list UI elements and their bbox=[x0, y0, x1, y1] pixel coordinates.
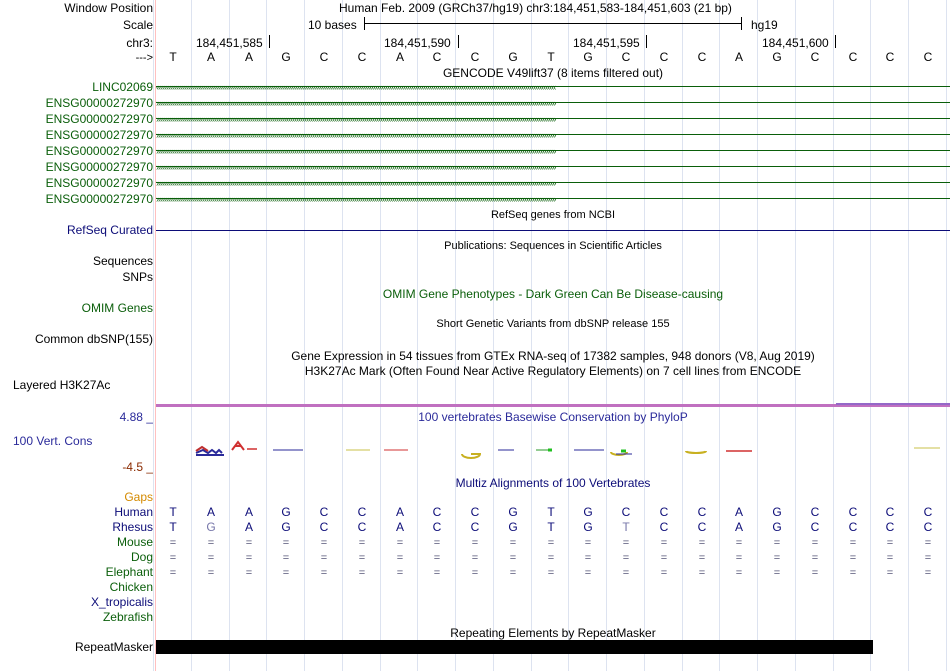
mouse-aligned-base: = bbox=[849, 537, 857, 549]
dog-aligned-base: = bbox=[584, 552, 592, 564]
human-aligned-base: C bbox=[357, 505, 367, 519]
repeatmasker-element[interactable] bbox=[156, 640, 873, 654]
species-label-xtropicalis: X_tropicalis bbox=[90, 595, 153, 609]
mouse-aligned-base: = bbox=[433, 537, 441, 549]
rhesus-aligned-base: A bbox=[734, 520, 743, 534]
rhesus-aligned-base: T bbox=[547, 520, 555, 534]
dog-aligned-base: = bbox=[698, 552, 706, 564]
coordinate-tick bbox=[269, 35, 270, 48]
sequence-base: G bbox=[772, 50, 782, 64]
elephant-aligned-base: = bbox=[622, 567, 630, 579]
sequence-base: C bbox=[319, 50, 329, 64]
rhesus-aligned-base: C bbox=[810, 520, 820, 534]
elephant-aligned-base: = bbox=[207, 567, 215, 579]
omim-track-label[interactable]: OMIM Genes bbox=[81, 301, 153, 315]
mouse-aligned-base: = bbox=[584, 537, 592, 549]
dog-aligned-base: = bbox=[509, 552, 517, 564]
dog-aligned-base: = bbox=[396, 552, 404, 564]
rhesus-aligned-base: C bbox=[432, 520, 442, 534]
elephant-aligned-base: = bbox=[396, 567, 404, 579]
scale-bar-right-tick bbox=[741, 17, 742, 30]
phylop-track-title: 100 vertebrates Basewise Conservation by PhyloP bbox=[418, 410, 688, 424]
gene-label-ensg[interactable]: ENSG00000272970 bbox=[45, 96, 153, 110]
human-aligned-base: C bbox=[697, 505, 707, 519]
rhesus-aligned-base: C bbox=[319, 520, 329, 534]
elephant-aligned-base: = bbox=[547, 567, 555, 579]
dog-aligned-base: = bbox=[433, 552, 441, 564]
forward-strand-arrows: ›››››››››››››››››››››››››››››››››››››››››››››››››››››››››››››››››››››››››››››››››››››››››››››››››››››››››››››››››››››››››››››››››››››››››››››››››››››››››››››››››››››››››››››››››››››››››››››››››››››››› bbox=[156, 162, 556, 172]
dog-aligned-base: = bbox=[547, 552, 555, 564]
human-aligned-base: C bbox=[432, 505, 442, 519]
human-aligned-base: C bbox=[470, 505, 480, 519]
sequence-base: C bbox=[885, 50, 895, 64]
rhesus-aligned-base: C bbox=[357, 520, 367, 534]
gene-label-ensg[interactable]: ENSG00000272970 bbox=[45, 176, 153, 190]
forward-strand-arrows: ›››››››››››››››››››››››››››››››››››››››››››››››››››››››››››››››››››››››››››››››››››››››››››››››››››››››››››››››››››››››››››››››››››››››››››››››››››››››››››››››››››››››››››››››››››››››››››››››››››››››› bbox=[156, 146, 556, 156]
sequences-track-label[interactable]: Sequences bbox=[92, 254, 153, 268]
refseq-track-title: RefSeq genes from NCBI bbox=[490, 209, 616, 221]
human-aligned-base: A bbox=[395, 505, 404, 519]
sequence-base: A bbox=[734, 50, 743, 64]
human-aligned-base: A bbox=[244, 505, 253, 519]
human-aligned-base: C bbox=[319, 505, 329, 519]
human-aligned-base: A bbox=[734, 505, 743, 519]
rhesus-aligned-base: C bbox=[659, 520, 669, 534]
mouse-aligned-base: = bbox=[886, 537, 894, 549]
human-aligned-base: T bbox=[547, 505, 555, 519]
sequence-base: A bbox=[244, 50, 253, 64]
rhesus-aligned-base: A bbox=[395, 520, 404, 534]
rhesus-aligned-base: G bbox=[508, 520, 518, 534]
elephant-aligned-base: = bbox=[849, 567, 857, 579]
elephant-aligned-base: = bbox=[886, 567, 894, 579]
forward-strand-arrows: ›››››››››››››››››››››››››››››››››››››››››››››››››››››››››››››››››››››››››››››››››››››››››››››››››››››››››››››››››››››››››››››››››››››››››››››››››››››››››››››››››››››››››››››››››››››››››››››››››››››››› bbox=[156, 178, 556, 188]
human-aligned-base: C bbox=[810, 505, 820, 519]
refseq-track-label[interactable]: RefSeq Curated bbox=[66, 223, 153, 237]
elephant-aligned-base: = bbox=[584, 567, 592, 579]
elephant-aligned-base: = bbox=[773, 567, 781, 579]
track-label-column bbox=[0, 0, 155, 671]
human-aligned-base: G bbox=[772, 505, 782, 519]
window-position-label: Window Position bbox=[64, 1, 153, 15]
sequence-base: T bbox=[169, 50, 177, 64]
gtex-track-title: Gene Expression in 54 tissues from GTEx RNA-seq of 17382 samples, 948 donors (V8, Aug 2019) bbox=[291, 349, 815, 363]
forward-strand-arrows: ›››››››››››››››››››››››››››››››››››››››››››››››››››››››››››››››››››››››››››››››››››››››››››››››››››››››››››››››››››››››››››››››››››››››››››››››››››››››››››››››››››››››››››››››››››››››››››››››››››››››› bbox=[156, 98, 556, 108]
forward-strand-arrows: ›››››››››››››››››››››››››››››››››››››››››››››››››››››››››››››››››››››››››››››››››››››››››››››››››››››››››››››››››››››››››››››››››››››››››››››››››››››››››››››››››››››››››››››››››››››››››››››››››››››››› bbox=[156, 130, 556, 140]
mouse-aligned-base: = bbox=[735, 537, 743, 549]
mouse-aligned-base: = bbox=[773, 537, 781, 549]
human-aligned-base: C bbox=[848, 505, 858, 519]
mouse-aligned-base: = bbox=[622, 537, 630, 549]
chromosome-label: chr3: bbox=[126, 36, 153, 50]
human-aligned-base: G bbox=[508, 505, 518, 519]
human-aligned-base: A bbox=[206, 505, 215, 519]
human-aligned-base: C bbox=[659, 505, 669, 519]
dog-aligned-base: = bbox=[773, 552, 781, 564]
sequence-base: C bbox=[357, 50, 367, 64]
h3k27ac-signal-peak bbox=[836, 403, 950, 405]
dog-aligned-base: = bbox=[811, 552, 819, 564]
dog-aligned-base: = bbox=[169, 552, 177, 564]
snps-track-label[interactable]: SNPs bbox=[122, 270, 153, 284]
elephant-aligned-base: = bbox=[320, 567, 328, 579]
elephant-aligned-base: = bbox=[735, 567, 743, 579]
scale-bar bbox=[364, 23, 742, 24]
mouse-aligned-base: = bbox=[245, 537, 253, 549]
h3k27ac-signal-bar[interactable] bbox=[156, 404, 950, 407]
dog-aligned-base: = bbox=[320, 552, 328, 564]
rhesus-aligned-base: G bbox=[772, 520, 782, 534]
scale-bar-label: 10 bases bbox=[308, 18, 357, 32]
rhesus-aligned-base: G bbox=[583, 520, 593, 534]
sequence-base: C bbox=[432, 50, 442, 64]
dog-aligned-base: = bbox=[207, 552, 215, 564]
species-label-elephant: Elephant bbox=[105, 565, 153, 579]
gene-label-ensg[interactable]: ENSG00000272970 bbox=[45, 112, 153, 126]
rhesus-aligned-base: C bbox=[923, 520, 933, 534]
publications-track-title: Publications: Sequences in Scientific Articles bbox=[444, 240, 662, 252]
sequence-base: G bbox=[508, 50, 518, 64]
dog-aligned-base: = bbox=[924, 552, 932, 564]
mouse-aligned-base: = bbox=[509, 537, 517, 549]
sequence-base: C bbox=[621, 50, 631, 64]
sequence-base: A bbox=[395, 50, 404, 64]
sequence-base: C bbox=[923, 50, 933, 64]
coordinate-tick bbox=[646, 35, 647, 48]
elephant-aligned-base: = bbox=[471, 567, 479, 579]
human-aligned-base: C bbox=[885, 505, 895, 519]
human-aligned-base: G bbox=[281, 505, 291, 519]
human-aligned-base: G bbox=[583, 505, 593, 519]
reverse-strand-arrows: ‹‹‹‹‹‹‹‹‹‹‹‹‹‹‹‹‹‹‹‹‹‹‹‹‹‹‹‹‹‹‹‹‹‹‹‹‹‹‹‹‹‹‹‹‹‹‹‹‹‹‹‹‹‹‹‹‹‹‹‹‹‹‹‹‹‹‹‹‹‹‹‹‹‹‹‹‹‹‹‹‹‹‹‹‹‹‹‹‹‹‹‹‹‹‹‹‹‹‹‹‹‹‹‹‹‹‹‹‹‹‹‹‹‹‹‹‹‹‹‹‹‹‹‹‹‹‹‹‹‹‹‹‹‹‹‹‹‹‹‹‹‹‹‹‹‹‹‹‹‹‹‹‹‹‹‹‹‹‹‹‹‹‹‹‹‹‹‹‹‹‹‹‹‹‹‹‹‹‹‹‹‹‹‹‹‹‹‹‹‹‹‹‹‹‹‹‹‹‹‹ bbox=[156, 82, 556, 92]
base-gridline bbox=[153, 0, 154, 671]
strand-label: ---> bbox=[135, 52, 153, 64]
assembly-position-text: Human Feb. 2009 (GRCh37/hg19) chr3:184,451,583-184,451,603 (21 bp) bbox=[339, 1, 732, 15]
rhesus-aligned-base: A bbox=[244, 520, 253, 534]
coordinate-tick bbox=[835, 35, 836, 48]
sequence-base: C bbox=[810, 50, 820, 64]
human-aligned-base: C bbox=[621, 505, 631, 519]
elephant-aligned-base: = bbox=[245, 567, 253, 579]
mouse-aligned-base: = bbox=[811, 537, 819, 549]
mouse-aligned-base: = bbox=[471, 537, 479, 549]
omim-track-title: OMIM Gene Phenotypes - Dark Green Can Be Disease-causing bbox=[382, 287, 724, 301]
rhesus-aligned-base: C bbox=[470, 520, 480, 534]
rhesus-aligned-base: C bbox=[885, 520, 895, 534]
sequence-base: C bbox=[697, 50, 707, 64]
species-label-rhesus: Rhesus bbox=[112, 520, 153, 534]
species-label-human: Human bbox=[114, 505, 153, 519]
rhesus-aligned-base: C bbox=[697, 520, 707, 534]
coordinate-label: 184,451,595 bbox=[573, 36, 640, 50]
rhesus-aligned-base: G bbox=[206, 520, 216, 534]
dog-aligned-base: = bbox=[622, 552, 630, 564]
gene-label-ensg[interactable]: ENSG00000272970 bbox=[45, 128, 153, 142]
mouse-aligned-base: = bbox=[320, 537, 328, 549]
species-label-chicken: Chicken bbox=[109, 580, 153, 594]
sequence-base: A bbox=[206, 50, 215, 64]
sequence-base: G bbox=[281, 50, 291, 64]
human-aligned-base: C bbox=[923, 505, 933, 519]
dog-aligned-base: = bbox=[282, 552, 290, 564]
conservation-max-label: 4.88 _ bbox=[119, 410, 153, 424]
rhesus-aligned-base: C bbox=[848, 520, 858, 534]
dog-aligned-base: = bbox=[471, 552, 479, 564]
mouse-aligned-base: = bbox=[282, 537, 290, 549]
rhesus-aligned-base: T bbox=[622, 520, 630, 534]
dog-aligned-base: = bbox=[735, 552, 743, 564]
coordinate-label: 184,451,585 bbox=[196, 36, 263, 50]
mouse-aligned-base: = bbox=[698, 537, 706, 549]
conservation-track-label[interactable]: 100 Vert. Cons bbox=[13, 434, 93, 448]
rhesus-aligned-base: G bbox=[281, 520, 291, 534]
dog-aligned-base: = bbox=[849, 552, 857, 564]
mouse-aligned-base: = bbox=[660, 537, 668, 549]
sequence-base: T bbox=[547, 50, 555, 64]
elephant-aligned-base: = bbox=[433, 567, 441, 579]
dog-aligned-base: = bbox=[886, 552, 894, 564]
forward-strand-arrows: ›››››››››››››››››››››››››››››››››››››››››››››››››››››››››››››››››››››››››››››››››››››››››››››››››››››››››››››››››››››››››››››››››››››››››››››››››››››››››››››››››››››››››››››››››››››››››››››››››››››››› bbox=[156, 114, 556, 124]
multiz-track-title: Multiz Alignments of 100 Vertebrates bbox=[455, 476, 651, 490]
sequence-base: C bbox=[848, 50, 858, 64]
sequence-base: C bbox=[659, 50, 669, 64]
rhesus-aligned-base: T bbox=[169, 520, 177, 534]
dbsnp-track-label[interactable]: Common dbSNP(155) bbox=[34, 332, 153, 346]
gene-label-ensg[interactable]: ENSG00000272970 bbox=[45, 192, 153, 206]
coordinate-tick bbox=[458, 35, 459, 48]
h3k27ac-track-label[interactable]: Layered H3K27Ac bbox=[13, 378, 111, 392]
dog-aligned-base: = bbox=[660, 552, 668, 564]
conservation-min-label: -4.5 _ bbox=[122, 460, 153, 474]
mouse-aligned-base: = bbox=[169, 537, 177, 549]
human-aligned-base: T bbox=[169, 505, 177, 519]
dog-aligned-base: = bbox=[245, 552, 253, 564]
elephant-aligned-base: = bbox=[169, 567, 177, 579]
gencode-track-title: GENCODE V49lift37 (8 items filtered out) bbox=[442, 66, 664, 80]
elephant-aligned-base: = bbox=[509, 567, 517, 579]
conservation-logo-graph[interactable] bbox=[156, 436, 950, 462]
mouse-aligned-base: = bbox=[396, 537, 404, 549]
gene-label-ensg[interactable]: ENSG00000272970 bbox=[45, 144, 153, 158]
scale-label: Scale bbox=[122, 18, 153, 32]
forward-strand-arrows: ›››››››››››››››››››››››››››››››››››››››››››››››››››››››››››››››››››››››››››››››››››››››››››››››››››››››››››››››››››››››››››››››››››››››››››››››››››››››››››››››››››››››››››››››››››››››››››››››››››››››› bbox=[156, 194, 556, 204]
elephant-aligned-base: = bbox=[698, 567, 706, 579]
elephant-aligned-base: = bbox=[660, 567, 668, 579]
sequence-base: C bbox=[470, 50, 480, 64]
gaps-label: Gaps bbox=[124, 490, 153, 504]
species-label-zebrafish: Zebrafish bbox=[102, 610, 153, 624]
species-label-mouse: Mouse bbox=[116, 535, 153, 549]
elephant-aligned-base: = bbox=[811, 567, 819, 579]
coordinate-label: 184,451,600 bbox=[762, 36, 829, 50]
track-image-area[interactable] bbox=[156, 0, 950, 671]
elephant-aligned-base: = bbox=[358, 567, 366, 579]
gene-label-linc02069[interactable]: LINC02069 bbox=[92, 80, 153, 94]
assembly-name: hg19 bbox=[751, 18, 778, 32]
refseq-gene-line[interactable] bbox=[156, 230, 950, 231]
repeatmasker-track-label[interactable]: RepeatMasker bbox=[74, 640, 153, 654]
sequence-base: G bbox=[583, 50, 593, 64]
species-label-dog: Dog bbox=[130, 550, 153, 564]
mouse-aligned-base: = bbox=[207, 537, 215, 549]
gene-label-ensg[interactable]: ENSG00000272970 bbox=[45, 160, 153, 174]
dog-aligned-base: = bbox=[358, 552, 366, 564]
mouse-aligned-base: = bbox=[924, 537, 932, 549]
h3k27ac-track-title: H3K27Ac Mark (Often Found Near Active Regulatory Elements) on 7 cell lines from ENCODE bbox=[304, 364, 802, 378]
dbsnp-track-title: Short Genetic Variants from dbSNP release 155 bbox=[436, 318, 670, 330]
repeatmasker-track-title: Repeating Elements by RepeatMasker bbox=[450, 626, 656, 640]
mouse-aligned-base: = bbox=[358, 537, 366, 549]
elephant-aligned-base: = bbox=[924, 567, 932, 579]
elephant-aligned-base: = bbox=[282, 567, 290, 579]
coordinate-label: 184,451,590 bbox=[384, 36, 451, 50]
mouse-aligned-base: = bbox=[547, 537, 555, 549]
